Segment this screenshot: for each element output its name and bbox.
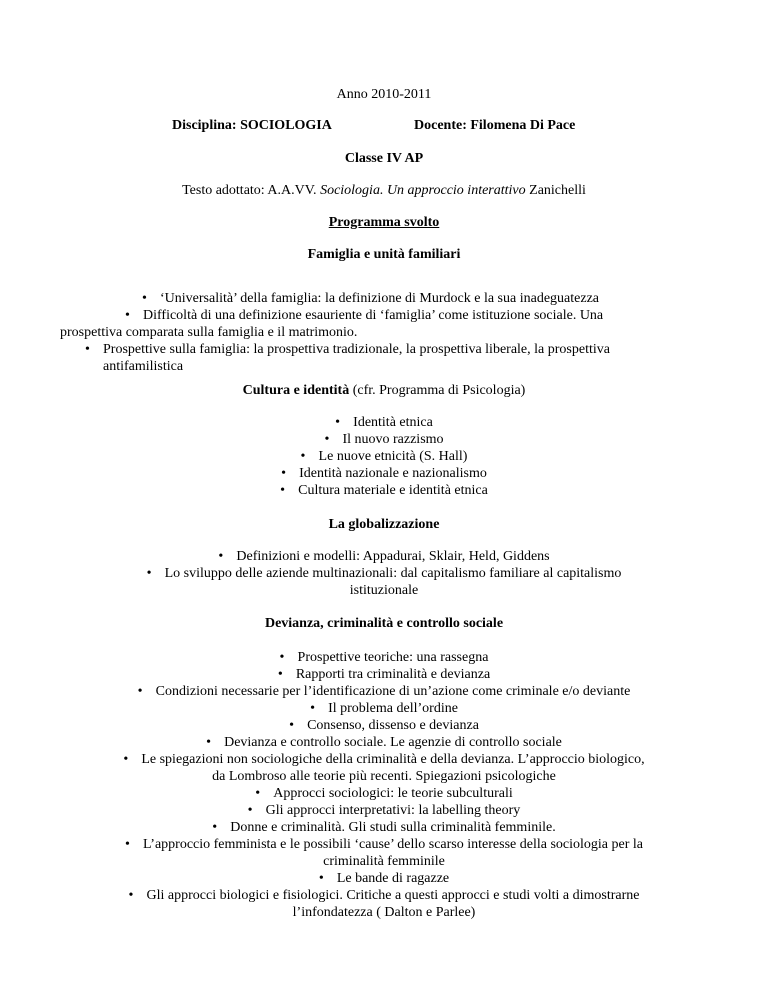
bullet-icon: • bbox=[128, 888, 134, 903]
list-item-continuation: prospettiva comparata sulla famiglia e il matrimonio. bbox=[60, 325, 358, 340]
class-label: Classe IV AP bbox=[344, 151, 424, 166]
bullet-icon: • bbox=[324, 432, 330, 447]
list-item: • Approcci sociologici: le teorie subculturali bbox=[255, 786, 513, 801]
year-line: Anno 2010-2011 bbox=[336, 87, 432, 102]
list-item: • Difficoltà di una definizione esauriente di ‘famiglia’ come istituzione sociale. Una bbox=[125, 308, 604, 323]
program-title: Programma svolto bbox=[328, 215, 440, 230]
section-title-cultura: Cultura e identità (cfr. Programma di Psicologia) bbox=[242, 383, 526, 398]
list-item: • L’approccio femminista e le possibili ‘cause’ dello scarso interesse della sociologia per la bbox=[125, 837, 643, 852]
bullet-icon: • bbox=[335, 415, 341, 430]
bullet-icon: • bbox=[255, 786, 261, 801]
bullet-icon: • bbox=[318, 871, 324, 886]
section-title-globalizzazione: La globalizzazione bbox=[328, 517, 440, 532]
bullet-icon: • bbox=[279, 650, 285, 665]
list-item: • Condizioni necessarie per l’identificazione di un’azione come criminale e/o deviante bbox=[137, 684, 631, 699]
list-item: • Il nuovo razzismo bbox=[324, 432, 444, 447]
teacher-label: Docente: Filomena Di Pace bbox=[414, 118, 576, 133]
list-item: • Cultura materiale e identità etnica bbox=[280, 483, 488, 498]
list-item-continuation: l’infondatezza ( Dalton e Parlee) bbox=[292, 905, 476, 920]
list-item: • Gli approcci interpretativi: la labelling theory bbox=[247, 803, 521, 818]
subject-label: Disciplina: SOCIOLOGIA bbox=[172, 118, 332, 133]
list-item: • Consenso, dissenso e devianza bbox=[289, 718, 479, 733]
list-item: • Rapporti tra criminalità e devianza bbox=[277, 667, 491, 682]
list-item: • Identità nazionale e nazionalismo bbox=[281, 466, 487, 481]
list-item: • Lo sviluppo delle aziende multinazionali: dal capitalismo familiare al capitalismo bbox=[146, 566, 622, 581]
bullet-icon: • bbox=[142, 291, 147, 306]
bullet-icon: • bbox=[137, 684, 143, 699]
list-item: • Il problema dell’ordine bbox=[310, 701, 458, 716]
list-item: • Prospettive teoriche: una rassegna bbox=[279, 650, 489, 665]
bullet-icon: • bbox=[146, 566, 152, 581]
bullet-icon: • bbox=[125, 837, 130, 852]
list-item: • Definizioni e modelli: Appadurai, Sklair, Held, Giddens bbox=[218, 549, 550, 564]
list-item-continuation: criminalità femminile bbox=[323, 854, 445, 869]
bullet-icon: • bbox=[125, 308, 130, 323]
list-item: • Devianza e controllo sociale. Le agenzie di controllo sociale bbox=[206, 735, 562, 750]
list-item: • Gli approcci biologici e fisiologici. Critiche a questi approcci e studi volti a dimostrarne bbox=[128, 888, 640, 903]
bullet-icon: • bbox=[85, 342, 90, 357]
section-title-devianza: Devianza, criminalità e controllo sociale bbox=[264, 616, 504, 631]
list-item: • Le bande di ragazze bbox=[318, 871, 450, 886]
list-item: • Donne e criminalità. Gli studi sulla criminalità femminile. bbox=[212, 820, 556, 835]
bullet-icon: • bbox=[218, 549, 224, 564]
section-title-famiglia: Famiglia e unità familiari bbox=[307, 247, 461, 262]
bullet-icon: • bbox=[206, 735, 211, 750]
bullet-icon: • bbox=[300, 449, 306, 464]
textbook-prefix: Testo adottato: A.A.VV. bbox=[182, 183, 321, 198]
textbook-publisher: Zanichelli bbox=[525, 183, 586, 198]
bullet-icon: • bbox=[277, 667, 283, 682]
bullet-icon: • bbox=[280, 483, 286, 498]
list-item: • Prospettive sulla famiglia: la prospettiva tradizionale, la prospettiva liberale, la prospettiva bbox=[85, 342, 610, 357]
list-item-continuation: da Lombroso alle teorie più recenti. Spiegazioni psicologiche bbox=[212, 769, 556, 784]
bullet-icon: • bbox=[281, 466, 287, 481]
textbook-title: Sociologia. Un approccio interattivo bbox=[320, 183, 526, 198]
list-item-continuation: antifamilistica bbox=[103, 359, 184, 374]
list-devianza-a bbox=[0, 649, 768, 921]
bullet-icon: • bbox=[289, 718, 294, 733]
list-item: • Identità etnica bbox=[335, 415, 433, 430]
bullet-icon: • bbox=[310, 701, 315, 716]
bullet-icon: • bbox=[123, 752, 129, 767]
textbook-line bbox=[0, 182, 768, 199]
list-item: • ‘Universalità’ della famiglia: la definizione di Murdock e la sua inadeguatezza bbox=[142, 291, 599, 306]
list-item: • Le nuove etnicità (S. Hall) bbox=[300, 449, 468, 464]
bullet-icon: • bbox=[247, 803, 253, 818]
list-item-continuation: istituzionale bbox=[349, 583, 419, 598]
bullet-icon: • bbox=[212, 820, 218, 835]
list-item: • Le spiegazioni non sociologiche della criminalità e della devianza. L’approccio biologico, bbox=[123, 752, 645, 767]
list-cultura bbox=[0, 414, 768, 499]
